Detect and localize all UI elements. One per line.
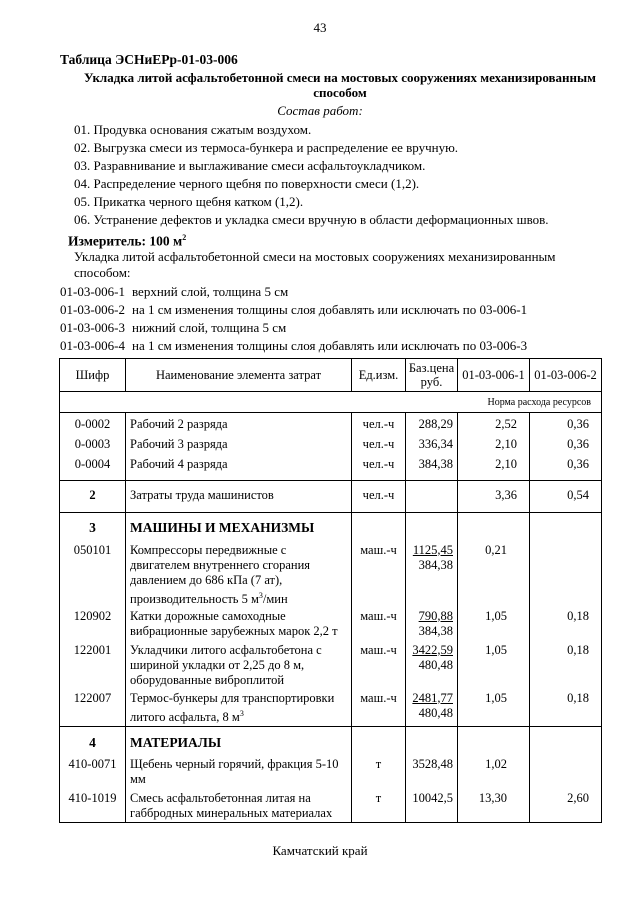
- table-row: 2 Затраты труда машинистов чел.-ч 3,36 0,54: [60, 481, 602, 513]
- code-line: 01-03-006-1 верхний слой, толщина 5 см: [60, 284, 289, 299]
- table-title: Таблица ЭСНиЕРр-01-03-006: [60, 52, 238, 67]
- work-title-line2: способом: [313, 85, 367, 100]
- header-col2: 01-03-006-2: [530, 359, 602, 392]
- header-unit: Ед.изм.: [352, 359, 406, 392]
- header-price: Баз.цена руб.: [406, 359, 458, 392]
- section-row: 3 МАШИНЫ И МЕХАНИЗМЫ: [60, 513, 602, 543]
- description-line1: Укладка литой асфальтобетонной смеси на мостовых сооружениях механизированным: [74, 249, 556, 264]
- table-row: 410-0071 Щебень черный горячий, фракция 5-10 мм т 3528,48 1,02: [60, 757, 602, 791]
- section-row: 4 МАТЕРИАЛЫ: [60, 727, 602, 757]
- work-item: 05. Прикатка черного щебня катком (1,2).: [74, 194, 304, 209]
- description-line2: способом:: [74, 265, 131, 280]
- table-row: 122007 Термос-бункеры для транспортировки литого асфальта, 8 $м^3$ маш.-ч 2481,77 480,48 1,05 0,18: [60, 691, 602, 727]
- work-item: 03. Разравнивание и выглаживание смеси асфальтоукладчиком.: [74, 158, 426, 173]
- table-header-row: [60, 359, 602, 392]
- table-row: 0-0002 Рабочий 2 разряда чел.-ч 288,29 2,52 0,36: [60, 413, 602, 435]
- measure-unit: Измеритель: 100 $м^2$: [68, 233, 187, 249]
- norm-label: Норма расхода ресурсов: [60, 392, 602, 413]
- footer-region: Камчатский край: [272, 843, 368, 858]
- work-item: 02. Выгрузка смеси из термоса-бункера и распределение ее вручную.: [74, 140, 459, 155]
- table-row: 0-0004 Рабочий 4 разряда чел.-ч 384,38 2,10 0,36: [60, 455, 602, 481]
- header-code: Шифр: [60, 359, 126, 392]
- code-line: 01-03-006-3 нижний слой, толщина 5 см: [60, 320, 287, 335]
- work-title-line1: Укладка литой асфальтобетонной смеси на мостовых сооружениях механизированным: [83, 70, 597, 85]
- table-row: 120902 Катки дорожные самоходные вибрационные зарубежных марок 2,2 т маш.-ч 790,88 384,38 1,05 0,18: [60, 609, 602, 643]
- table-row: 0-0003 Рабочий 3 разряда чел.-ч 336,34 2,10 0,36: [60, 435, 602, 455]
- work-item: 06. Устранение дефектов и укладка смеси вручную в области деформационных швов.: [74, 212, 549, 227]
- table-row: 050101 Компрессоры передвижные с двигателем внутреннего сгорания давлением до 686 кПа (7 ат), производительность 5 $м^3$/мин маш.-ч 1125,45 384,38 0,21: [60, 543, 602, 609]
- table-row: 410-1019 Смесь асфальтобетонная литая на габбродных минеральных материалах т 10042,5 13,30 2,60: [60, 791, 602, 823]
- code-line: 01-03-006-4 на 1 см изменения толщины слоя добавлять или исключать по 03-006-3: [60, 338, 528, 353]
- table-row: 122001 Укладчики литого асфальтобетона с шириной укладки от 2,25 до 8 м, оборудованные виброплитой маш.-ч 3422,59 480,48 1,05 0,18: [60, 643, 602, 691]
- work-item: 04. Распределение черного щебня по поверхности смеси (1,2).: [74, 176, 420, 191]
- page-number: 43: [313, 20, 327, 35]
- resource-table: [59, 358, 602, 823]
- code-line: 01-03-006-2 на 1 см изменения толщины слоя добавлять или исключать по 03-006-1: [60, 302, 528, 317]
- work-item: 01. Продувка основания сжатым воздухом.: [74, 122, 312, 137]
- header-col1: 01-03-006-1: [458, 359, 530, 392]
- header-name: Наименование элемента затрат: [126, 359, 352, 392]
- composition-heading: Состав работ:: [277, 103, 363, 118]
- norm-row: [60, 392, 602, 413]
